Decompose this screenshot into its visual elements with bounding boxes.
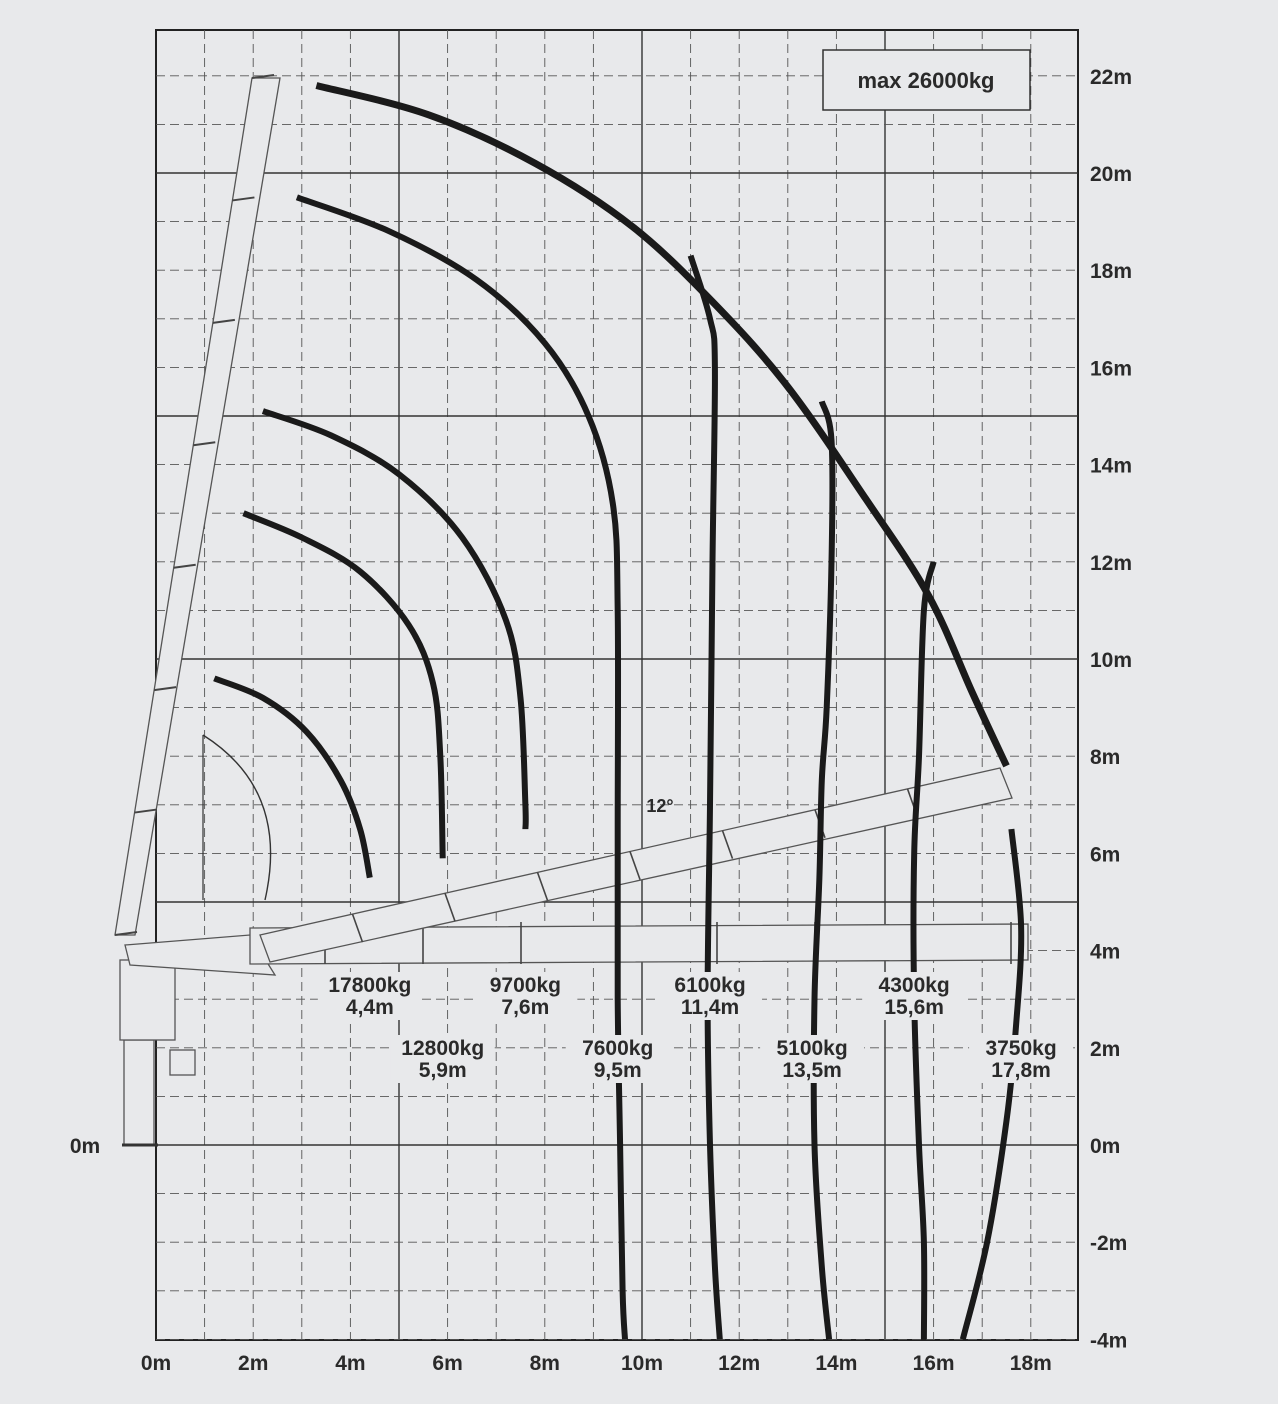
load-label-reach: 5,9m	[418, 1059, 467, 1082]
y-tick-label: 10m	[1090, 649, 1133, 672]
chart-title: max 26000kg	[857, 68, 995, 93]
x-tick-label: 0m	[140, 1352, 172, 1375]
y-tick-label: 14m	[1090, 454, 1133, 478]
crane-column	[124, 1040, 154, 1145]
y-tick-label: 6m	[1090, 843, 1121, 867]
y-tick-label: 2m	[1090, 1037, 1121, 1061]
load-label-reach: 15,6m	[884, 996, 944, 1019]
x-tick-label: 8m	[529, 1352, 560, 1375]
load-label-weight: 3750kg	[985, 1037, 1057, 1060]
y-tick-label: 12m	[1090, 551, 1133, 575]
load-label-weight: 9700kg	[489, 974, 561, 997]
y-left-label: 0m	[69, 1135, 101, 1158]
y-tick-label: 18m	[1090, 260, 1133, 284]
max-load-box	[823, 50, 1030, 110]
load-label-reach: 11,4m	[680, 996, 740, 1019]
y-tick-label: -4m	[1090, 1329, 1128, 1353]
load-label-weight: 4300kg	[878, 974, 950, 997]
y-axis-ticks	[1090, 66, 1132, 1353]
y-tick-label: 20m	[1090, 163, 1133, 186]
x-tick-label: 4m	[335, 1352, 366, 1375]
load-label-reach: 7,6m	[501, 996, 550, 1019]
x-tick-label: 10m	[620, 1352, 664, 1375]
crane-control	[170, 1050, 195, 1075]
load-label-reach: 17,8m	[991, 1059, 1051, 1082]
y-tick-label: 16m	[1090, 357, 1133, 381]
load-label-reach: 9,5m	[593, 1059, 642, 1082]
x-axis-ticks	[141, 1352, 1052, 1375]
y-tick-label: 22m	[1090, 65, 1133, 89]
x-tick-label: 18m	[1009, 1352, 1052, 1375]
load-label-weight: 6100kg	[674, 974, 746, 997]
load-label-reach: 13,5m	[782, 1059, 842, 1082]
load-label-weight: 7600kg	[582, 1037, 654, 1060]
crane-base	[120, 960, 175, 1040]
y-tick-label: 0m	[1090, 1135, 1121, 1158]
load-label-weight: 17800kg	[328, 974, 412, 997]
x-tick-label: 16m	[912, 1352, 955, 1375]
y-tick-label: 4m	[1090, 940, 1121, 964]
y-tick-label: 8m	[1090, 746, 1121, 770]
load-label-weight: 12800kg	[401, 1037, 485, 1060]
y-tick-label: -2m	[1090, 1232, 1128, 1256]
x-tick-label: 14m	[815, 1352, 858, 1375]
angle-label: 12°	[646, 796, 674, 816]
x-tick-label: 2m	[238, 1352, 269, 1375]
load-label-reach: 4,4m	[345, 996, 394, 1019]
load-label-weight: 5100kg	[776, 1037, 848, 1060]
x-tick-label: 12m	[718, 1352, 761, 1375]
x-tick-label: 6m	[432, 1352, 463, 1375]
